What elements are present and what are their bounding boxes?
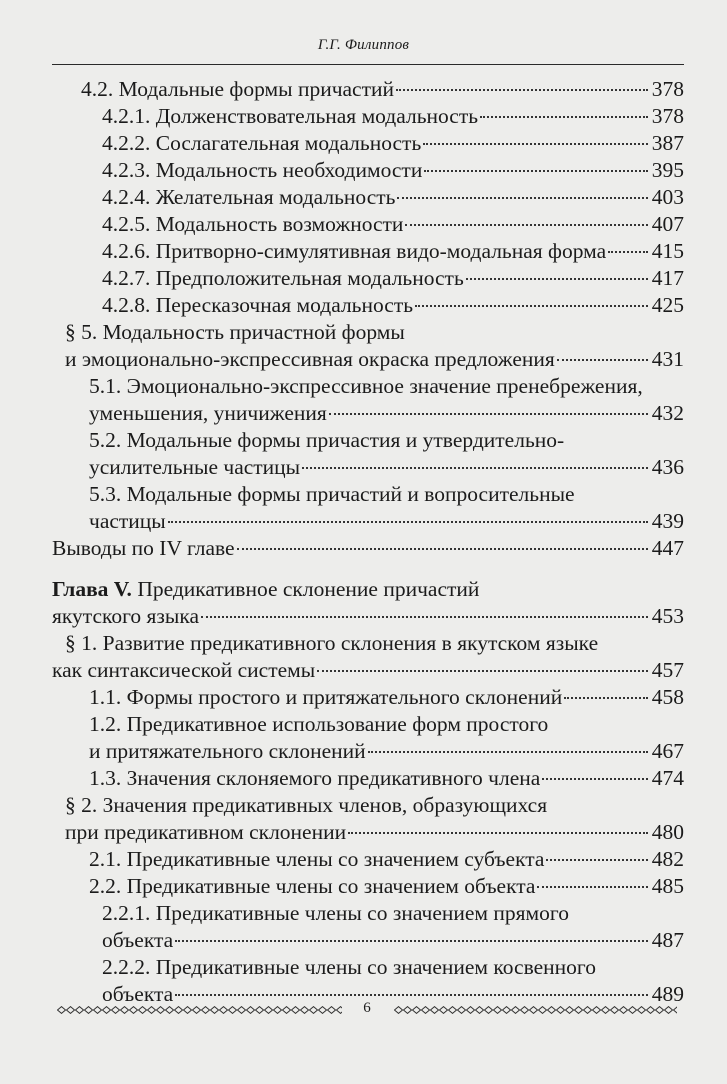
toc-entry[interactable] — [52, 130, 684, 157]
toc-entry-title: 5.2. Модальные формы причастия и утвердительно- — [89, 428, 565, 452]
toc-entry[interactable] — [52, 238, 684, 265]
toc-entry-title: 2.2.1. Предикативные члены со значением прямого — [102, 901, 569, 925]
dot-leader — [608, 251, 648, 253]
toc-page-number: 457 — [651, 658, 684, 682]
dot-leader — [396, 89, 648, 91]
toc-entry-title: § 1. Развитие предикативного склонения в якутском языке — [65, 631, 599, 655]
toc-entry-title-continued: объекта — [102, 928, 174, 952]
toc-page-number: 378 — [651, 104, 684, 128]
page-footer — [57, 1000, 677, 1024]
toc-entry-title: 1.1. Формы простого и притяжательного склонений — [89, 685, 563, 709]
toc-page-number: 387 — [651, 131, 684, 155]
toc-entry-title: § 2. Значения предикативных членов, образующихся — [65, 793, 548, 817]
dot-leader — [537, 886, 648, 888]
chapter-title: Предикативное склонение причастий — [137, 577, 480, 601]
toc-entry-title: 4.2.3. Модальность необходимости — [102, 158, 423, 182]
toc-entry-title: 4.2.5. Модальность возможности — [102, 212, 404, 236]
dot-leader — [542, 778, 648, 780]
toc-entry[interactable] — [52, 184, 684, 211]
toc-entry[interactable] — [52, 873, 684, 900]
toc-entry-title: 2.2.2. Предикативные члены со значением косвенного — [102, 955, 596, 979]
toc-page-number: 417 — [651, 266, 684, 290]
dot-leader — [348, 832, 648, 834]
toc-entry[interactable] — [52, 535, 684, 562]
dot-leader — [168, 521, 648, 523]
dot-leader — [302, 467, 648, 469]
toc-page-number: 467 — [651, 739, 684, 763]
toc-entry[interactable] — [52, 292, 684, 319]
toc-entry-title-continued: усилительные частицы — [89, 455, 301, 479]
toc-page-number: 436 — [651, 455, 684, 479]
toc-entry[interactable] — [52, 481, 684, 535]
toc-entry[interactable] — [52, 76, 684, 103]
dot-leader — [466, 278, 648, 280]
toc-page-number: 395 — [651, 158, 684, 182]
footer-ornament-right — [394, 1006, 677, 1014]
toc-entry-title: 1.2. Предикативное использование форм простого — [89, 712, 549, 736]
spacer — [52, 562, 684, 576]
toc-entry-title-continued: уменьшения, уничижения — [89, 401, 327, 425]
toc-entry-title-continued: якутского языка — [52, 604, 199, 628]
toc-page-number: 453 — [651, 604, 684, 628]
toc-entry[interactable] — [52, 846, 684, 873]
toc-page-number: 474 — [651, 766, 684, 790]
dot-leader — [415, 305, 648, 307]
toc-entry[interactable] — [52, 427, 684, 481]
toc-entry-title: 4.2.7. Предположительная модальность — [102, 266, 464, 290]
running-head: Г.Г. Филиппов — [317, 37, 410, 53]
toc-page-number: 458 — [651, 685, 684, 709]
toc-entry-title-continued: как синтаксической системы — [52, 658, 316, 682]
toc-entry-title: 4.2.6. Притворно-симулятивная видо-модальная форма — [102, 239, 607, 263]
toc-entry-title: Выводы по IV главе — [52, 536, 235, 560]
toc-entry-title-continued: объекта — [102, 982, 174, 1006]
toc-entry[interactable] — [52, 319, 684, 373]
toc-entry-title: 4.2.2. Сослагательная модальность — [102, 131, 422, 155]
toc-entry[interactable] — [52, 900, 684, 954]
toc-entry-title: 5.3. Модальные формы причастий и вопросительные — [89, 482, 575, 506]
page-number: 6 — [363, 1000, 371, 1016]
dot-leader — [175, 940, 648, 942]
toc-entry-title-continued: и притяжательного склонений — [89, 739, 366, 763]
toc-page-number: 378 — [651, 77, 684, 101]
toc-page-number: 439 — [651, 509, 684, 533]
toc-entry-title: 4.2. Модальные формы причастий — [81, 77, 395, 101]
toc-page-number: 485 — [651, 874, 684, 898]
toc-entry-title — [52, 576, 684, 603]
toc-page-number: 431 — [651, 347, 684, 371]
toc-entry[interactable] — [52, 373, 684, 427]
toc-entry[interactable] — [52, 211, 684, 238]
toc-entry-title: 2.1. Предикативные члены со значением субъекта — [89, 847, 545, 871]
toc-entry[interactable] — [52, 684, 684, 711]
toc-entry[interactable] — [52, 711, 684, 765]
toc-entry[interactable] — [52, 157, 684, 184]
toc-entry-title: 5.1. Эмоционально-экспрессивное значение пренебрежения, — [89, 374, 643, 398]
toc-entry-title: 4.2.8. Пересказочная модальность — [102, 293, 414, 317]
dot-leader — [201, 616, 648, 618]
dot-leader — [546, 859, 648, 861]
toc-entry[interactable] — [52, 630, 684, 684]
toc-page-number: 407 — [651, 212, 684, 236]
dot-leader — [564, 697, 648, 699]
dot-leader — [329, 413, 648, 415]
dot-leader — [424, 170, 648, 172]
toc-entry-title: 4.2.1. Долженствовательная модальность — [102, 104, 479, 128]
toc-page-number: 489 — [651, 982, 684, 1006]
dot-leader — [175, 994, 648, 996]
dot-leader — [405, 224, 648, 226]
dot-leader — [237, 548, 648, 550]
toc-entry-title-continued: частицы — [89, 509, 166, 533]
header-rule — [52, 64, 684, 65]
dot-leader — [397, 197, 648, 199]
toc-entry-title: 4.2.4. Желательная модальность — [102, 185, 396, 209]
toc-page-number: 415 — [651, 239, 684, 263]
toc-entry[interactable] — [52, 792, 684, 846]
ornament-chain-icon — [394, 1006, 677, 1014]
dot-leader — [557, 359, 648, 361]
dot-leader — [423, 143, 648, 145]
toc-entry-title: 2.2. Предикативные члены со значением объекта — [89, 874, 536, 898]
toc-entry-title: 1.3. Значения склоняемого предикативного члена — [89, 766, 541, 790]
toc-page-number: 482 — [651, 847, 684, 871]
toc-entry-title-continued: и эмоционально-экспрессивная окраска предложения — [65, 347, 555, 371]
ornament-chain-icon — [57, 1006, 342, 1014]
toc-entry[interactable] — [52, 765, 684, 792]
toc-page-number: 480 — [651, 820, 684, 844]
dot-leader — [317, 670, 648, 672]
toc-entry[interactable] — [52, 103, 684, 130]
toc-page-number: 447 — [651, 536, 684, 560]
dot-leader — [480, 116, 648, 118]
toc-page-number: 487 — [651, 928, 684, 952]
toc-entry-title: § 5. Модальность причастной формы — [65, 320, 405, 344]
chapter-label: Глава V. — [52, 577, 132, 601]
footer-ornament-left — [57, 1006, 342, 1014]
toc-page-number: 425 — [651, 293, 684, 317]
toc-page-number: 432 — [651, 401, 684, 425]
table-of-contents — [52, 76, 684, 1008]
toc-page-number: 403 — [651, 185, 684, 209]
toc-entry-title-continued: при предикативном склонении — [65, 820, 347, 844]
toc-entry[interactable] — [52, 265, 684, 292]
toc-entry[interactable] — [52, 576, 684, 630]
dot-leader — [368, 751, 648, 753]
